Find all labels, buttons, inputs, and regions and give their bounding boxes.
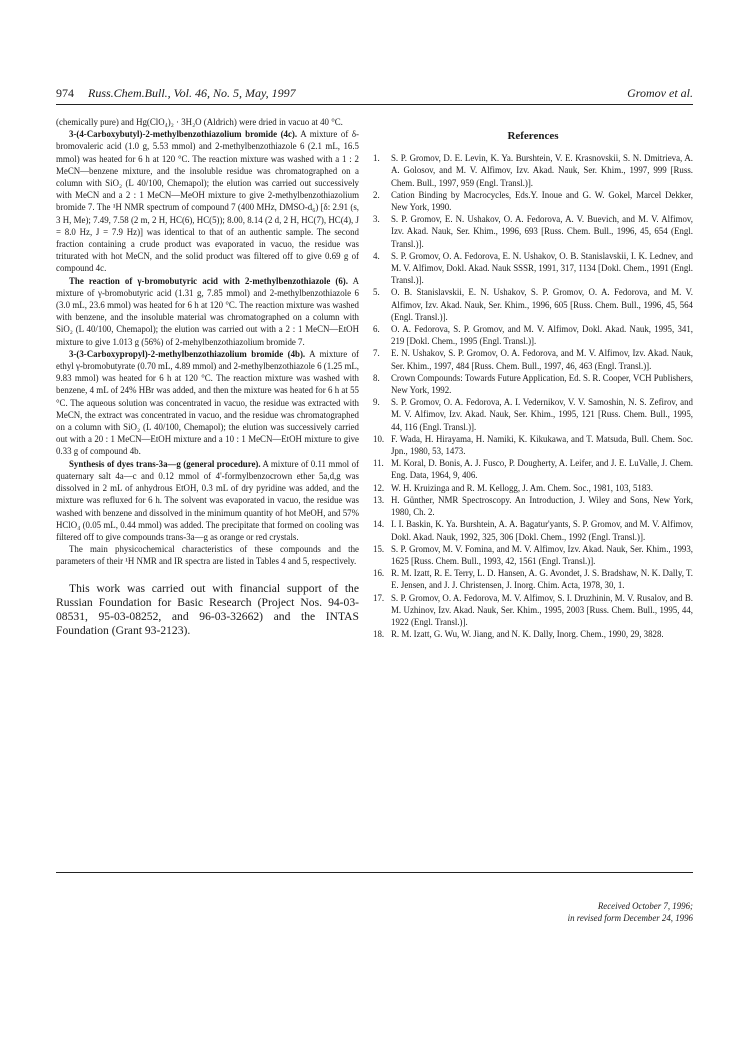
reference-item (373, 543, 693, 567)
received-dates (373, 900, 693, 924)
reference-item (373, 518, 693, 542)
reference-item (373, 189, 693, 213)
reference-item (373, 286, 693, 323)
reference-text: M. Koral, D. Bonis, A. J. Fusco, P. Dougherty, A. Leifer, and J. E. LuValle, J. Chem. Eng. Data, 1964, 9, 406. (391, 458, 693, 481)
footer-rule (56, 872, 693, 873)
reference-item (373, 592, 693, 629)
section-heading: 3-(3-Carboxypropyl)-2-methylbenzothiazolium bromide (4b). (69, 348, 306, 359)
reference-number: 11. (373, 458, 384, 469)
journal-citation: Russ.Chem.Bull., Vol. 46, No. 5, May, 1997 (88, 86, 296, 100)
references-heading: References (507, 130, 559, 142)
left-column (56, 116, 359, 638)
reference-number: 4. (373, 250, 380, 261)
reference-number: 12. (373, 482, 385, 493)
reference-number: 2. (373, 189, 380, 200)
running-header (56, 86, 693, 106)
reference-item (373, 628, 693, 640)
reference-text: E. N. Ushakov, S. P. Gromov, O. A. Fedorova, and M. V. Alfimov, Izv. Akad. Nauk, Ser. Khim., 1997, 484 [Russ. Chem. Bull., 1997, 46, 463 (Engl. Transl.)]. (391, 348, 693, 371)
page-number: 974 (56, 86, 74, 100)
reference-number: 13. (373, 494, 385, 505)
reference-text: S. P. Gromov, O. A. Fedorova, M. V. Alfimov, S. I. Druzhinin, M. V. Rusalov, and B. M. Uzhinov, Izv. Akad. Nauk, Ser. Khim., 1995, 2003 [Russ. Chem. Bull., 1995, 44, 1922 (Engl. Transl.)]. (391, 592, 693, 627)
reference-number: 7. (373, 348, 380, 359)
reference-number: 8. (373, 372, 380, 383)
reference-text: S. P. Gromov, D. E. Levin, K. Ya. Burshtein, V. E. Krasnovskii, S. N. Dmitrieva, A. A. Golosov, and M. V. Alfimov, Izv. Akad. Nauk, Ser. Khim., 1997, 999 [Russ. Chem. Bull., 1997, 959 (Engl. Transl.)]. (391, 153, 693, 188)
reference-text: Crown Compounds: Towards Future Application, Ed. S. R. Cooper, VCH Publishers, New York, 1992. (391, 372, 693, 396)
reference-text: S. P. Gromov, E. N. Ushakov, O. A. Fedorova, A. V. Buevich, and M. V. Alfimov, Izv. Akad. Nauk, Ser. Khim., 1996, 693 [Russ. Chem. Bull., 1996, 45, 654 (Engl. Transl.)]. (391, 214, 693, 249)
acknowledgment: This work was carried out with financial support of the Russian Foundation for Basic Research (Project Nos. 94-03-08531, 95-03-08252, and 96-03-32662) and the INTAS Foundation (Grant 93-2123). (56, 581, 359, 638)
reference-text: R. M. Izatt, G. Wu, W. Jiang, and N. K. Dally, Inorg. Chem., 1990, 29, 3828. (391, 629, 664, 640)
reference-text: H. Günther, NMR Spectroscopy. An Introduction, J. Wiley and Sons, New York, 1980, Ch. 2. (391, 494, 693, 518)
reference-text: W. H. Kruizinga and R. M. Kellogg, J. Am. Chem. Soc., 1981, 103, 5183. (391, 482, 653, 493)
header-rule (56, 104, 693, 105)
intro-paragraph: (chemically pure) and Hg(ClO₄)₂ · 3H₂O (Aldrich) were dried in vacuo at 40 °C. (56, 117, 343, 127)
running-authors: Gromov et al. (627, 86, 693, 100)
section-body: A mixture of δ-bromovaleric acid (1.0 g, 5.53 mmol) and 2-methylbenzothiazole 6 (2.1 mL, 16.5 mmol) was heated for 6 h at 120 °C. The reaction mixture was washed with a 1 : 2 MeCN—benzene mixture, and the insoluble residue was chromatographed on a column with SiO₂ (L 40/100, Chemapol); the elution was carried out successively with MeCN and a 2 : 1 MeCN—MeOH mixture to give 2-methylbenzothiazolium bromide 7. The ¹H NMR spectrum of compound 7 (400 MHz, DMSO-d₆) [δ: 2.91 (s, 3 H, Me); 7.49, 7.58 (2 m, 2 H, HC(6), HC(5)); 8.00, 8.14 (2 d, 2 H, HC(7), HC(4), J = 8.0 Hz, J = 7.9 Hz)] was identical to that of an authentic sample. The second fraction containing a crude product was evaporated in vacuo, the residue was triturated with hot MeCN, and the solid product was filtered off to give 0.69 g of compound 4c. (56, 129, 359, 274)
section-heading: The reaction of γ-bromobutyric acid with 2-methylbenzothiazole (6). (69, 275, 348, 286)
reference-number: 18. (373, 629, 385, 640)
reference-text: F. Wada, H. Hirayama, H. Namiki, K. Kikukawa, and T. Matsuda, Bull. Chem. Soc. Jpn., 1980, 53, 1473. (391, 433, 693, 457)
section-heading: 3-(4-Carboxybutyl)-2-methylbenzothiazolium bromide (4c). (69, 129, 298, 140)
reference-item (373, 250, 693, 287)
reference-item (373, 323, 693, 347)
reference-item (373, 396, 693, 433)
reference-number: 6. (373, 324, 380, 335)
section-body: A mixture of γ-bromobutyric acid (1.31 g, 7.85 mmol) and 2-methylbenzothiazole 6 (3.0 mL, 23.6 mmol) was heated for 6 h at 120 °C. The reaction mixture was washed with benzene, and the insoluble material was chromatographed on a column with SiO₂ (L 40/100, Chemapol); the elution was carried out with a 2 : 1 MeCN—EtOH mixture to give 1.013 g (56%) of 2-mehylbenzothiazolium bromide 7. (56, 275, 359, 347)
reference-number: 3. (373, 214, 380, 225)
reference-number: 5. (373, 287, 380, 298)
reference-list (373, 152, 693, 640)
reference-item (373, 372, 693, 396)
reference-item (373, 494, 693, 518)
reference-item (373, 213, 693, 250)
reference-text: O. A. Fedorova, S. P. Gromov, and M. V. Alfimov, Dokl. Akad. Nauk, 1995, 341, 219 [Dokl. Chem., 1995 (Engl. Transl.)]. (391, 324, 693, 347)
reference-text: R. M. Izatt, R. E. Terry, L. D. Hansen, A. G. Avondet, J. S. Bradshaw, N. K. Dally, T. E. Jensen, and J. J. Christensen, J. Inorg. Chim. Acta, 1978, 30, 1. (391, 568, 693, 591)
reference-item (373, 347, 693, 371)
reference-number: 15. (373, 543, 385, 554)
section-dye-synthesis (56, 458, 359, 543)
section-4c (56, 128, 359, 274)
reference-item (373, 457, 693, 481)
closing-paragraph: The main physicochemical characteristics of these compounds and the parameters of their ¹H NMR and IR spectra are listed in Tables 4 and 5, respectively. (56, 544, 359, 567)
right-column (373, 116, 693, 923)
section-gamma-bromobutyric (56, 275, 359, 348)
reference-number: 17. (373, 592, 385, 603)
section-heading: Synthesis of dyes trans-3a—g (general procedure). (69, 458, 261, 469)
section-4b (56, 348, 359, 458)
reference-text: I. I. Baskin, K. Ya. Burshtein, A. A. Bagatur'yants, S. P. Gromov, and M. V. Alfimov, Dokl. Akad. Nauk, 1992, 325, 306 [Dokl. Chem., 1992 (Engl. Transl.)]. (391, 519, 693, 542)
reference-item (373, 482, 693, 494)
reference-text: S. P. Gromov, O. A. Fedorova, A. I. Vedernikov, V. V. Samoshin, N. S. Zefirov, and M. V. Alfimov, Izv. Akad. Nauk, Ser. Khim., 1995, 121 [Russ. Chem. Bull., 1995, 44, 116 (Engl. Transl.)]. (391, 397, 693, 432)
received-date: Received October 7, 1996; (597, 901, 693, 911)
reference-number: 9. (373, 397, 380, 408)
reference-text: O. B. Stanislavskii, E. N. Ushakov, S. P. Gromov, O. A. Fedorova, and M. V. Alfimov, Izv. Akad. Nauk, Ser. Khim., 1996, 605 [Russ. Chem. Bull., 1996, 45, 564 (Engl. Transl.)]. (391, 287, 693, 322)
reference-number: 1. (373, 153, 380, 164)
section-body: A mixture of 0.11 mmol of quaternary salt 4a—c and 0.12 mmol of 4'-formylbenzocrown ether 5a,d,g was dissolved in 2 mL of anhydrous EtOH, 0.3 mL of dry pyridine was added, and the mixture was refluxed for 6 h. The solvent was evaporated in vacuo, the residue was washed with benzene and dissolved in the minimum quantity of hot MeOH, and 57% HClO₄ (0.05 mL, 0.44 mmol) was added. The precipitate that formed on cooling was filtered off to give compounds trans-3a—g as orange or red crystals. (56, 458, 359, 542)
reference-item (373, 567, 693, 591)
reference-number: 10. (373, 433, 385, 444)
reference-text: S. P. Gromov, O. A. Fedorova, E. N. Ushakov, O. B. Stanislavskii, I. K. Lednev, and M. V. Alfimov, Dokl. Akad. Nauk SSSR, 1991, 317, 1134 [Dokl. Chem., 1991 (Engl. Transl.)]. (391, 250, 693, 286)
reference-number: 16. (373, 568, 385, 579)
reference-text: Cation Binding by Macrocycles, Eds.Y. Inoue and G. W. Gokel, Marcel Dekker, New York, 1990. (391, 189, 693, 213)
reference-text: S. P. Gromov, M. V. Fomina, and M. V. Alfimov, Izv. Akad. Nauk, Ser. Khim., 1993, 1625 [Russ. Chem. Bull., 1993, 42, 1561 (Engl. Transl.)]. (391, 543, 693, 566)
reference-item (373, 433, 693, 457)
section-body: A mixture of ethyl γ-bromobutyrate (0.70 mL, 4.89 mmol) and 2-methylbenzothiazole 6 (1.25 mL, 9.83 mmol) was heated for 6 h at 120 °C. The reaction mixture was washed with benzene, 4 mL of 24% HBr was added, and then the mixture was heated for 6 h at 55 °C. The aqueous solution was concentrated in vacuo, the residue was extracted with MeCN, the extract was concentrated in vacuo, and the residue was chromatographed on a column with SiO₂ (L 40/100, Chemapol); the elution was successively carried out with a 20 : 1 MeCN—EtOH mixture and a 10 : 1 MeCN—EtOH mixture to give 0.33 g of compound 4b. (56, 348, 359, 457)
revised-date: in revised form December 24, 1996 (567, 913, 693, 923)
reference-number: 14. (373, 519, 385, 530)
reference-item (373, 152, 693, 189)
